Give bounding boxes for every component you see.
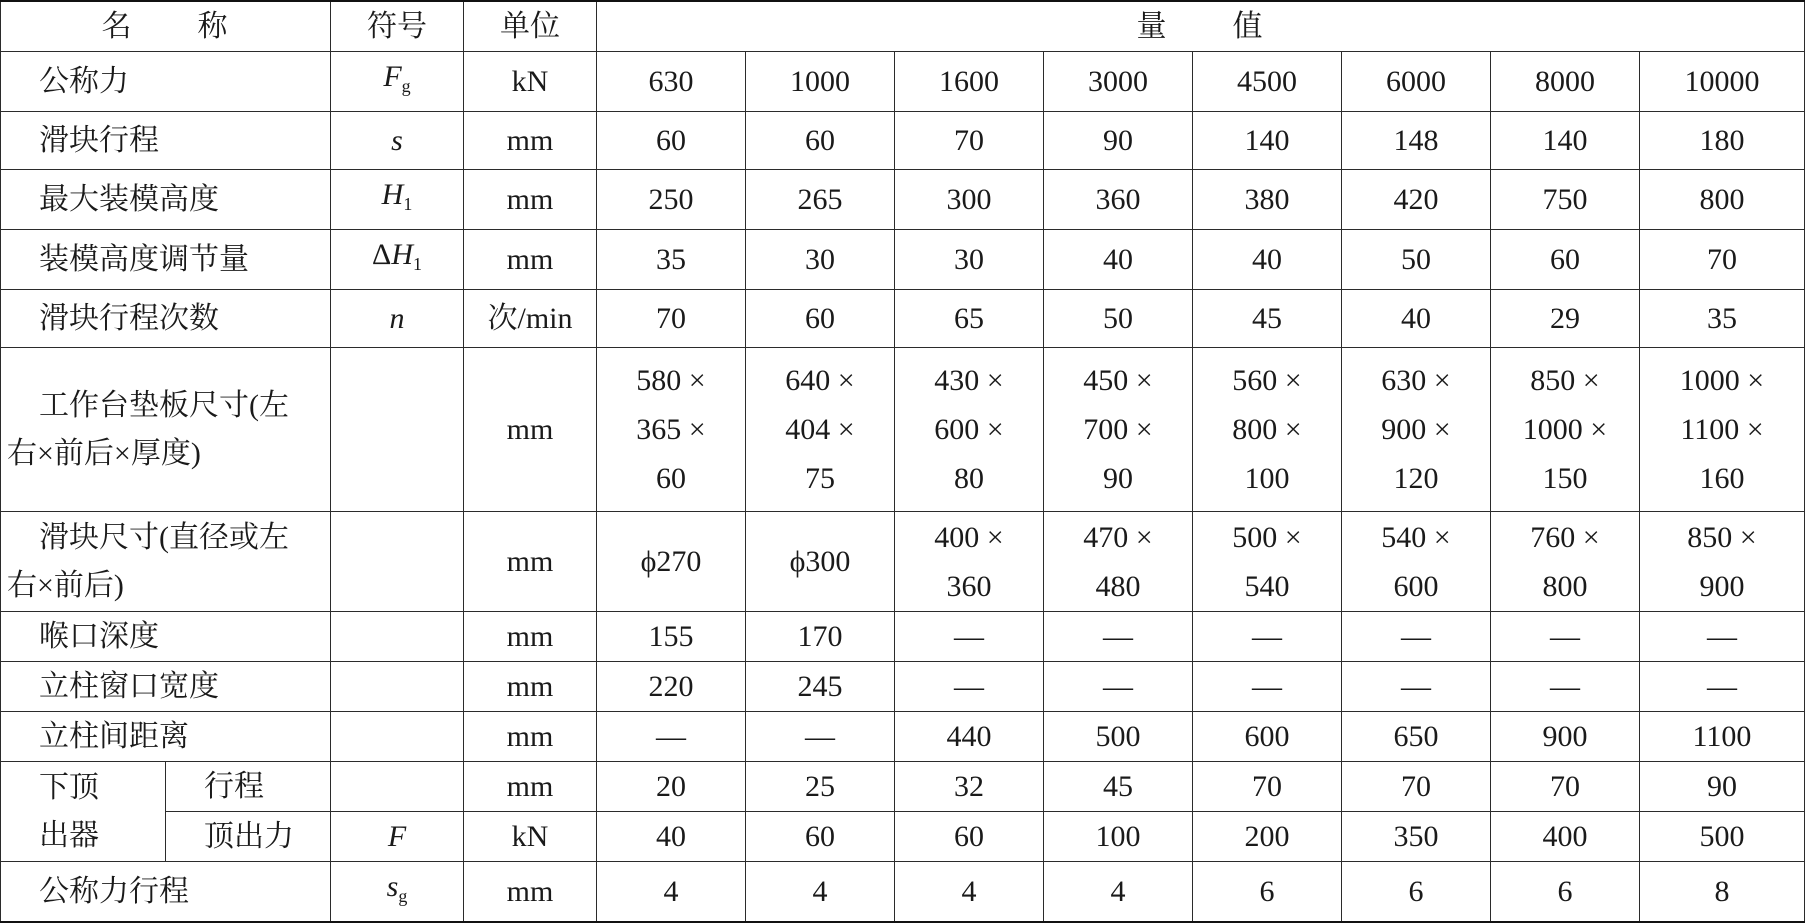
row-name: 喉口深度: [1, 612, 331, 662]
row-name: 立柱间距离: [1, 712, 331, 762]
value-cell: 450 × 700 × 90: [1044, 348, 1193, 512]
value-cell: 35: [1640, 290, 1805, 348]
value-cell: 70: [1491, 762, 1640, 812]
value-cell: 40: [1342, 290, 1491, 348]
row-name: 公称力: [1, 52, 331, 112]
value-cell: 10000: [1640, 52, 1805, 112]
value-cell: 500 × 540: [1193, 512, 1342, 612]
value-cell: 60: [1491, 230, 1640, 290]
value-cell: 40: [1044, 230, 1193, 290]
value-cell: —: [1193, 612, 1342, 662]
value-cell: 440: [895, 712, 1044, 762]
row-symbol: [331, 712, 464, 762]
value-cell: 650: [1342, 712, 1491, 762]
table-row-slider-size: [1, 512, 1805, 612]
value-cell: 4500: [1193, 52, 1342, 112]
value-cell: 6: [1491, 862, 1640, 923]
value-cell: 35: [597, 230, 746, 290]
value-cell: 220: [597, 662, 746, 712]
value-cell: 560 × 800 × 100: [1193, 348, 1342, 512]
value-cell: 4: [597, 862, 746, 923]
row-unit: mm: [464, 862, 597, 923]
row-symbol: $s_g$: [331, 862, 464, 923]
value-cell: 50: [1044, 290, 1193, 348]
value-cell: 90: [1640, 762, 1805, 812]
value-cell: 60: [746, 290, 895, 348]
table-row: [1, 230, 1805, 290]
value-cell: 170: [746, 612, 895, 662]
value-cell: 100: [1044, 812, 1193, 862]
value-cell: 8000: [1491, 52, 1640, 112]
row-unit: mm: [464, 230, 597, 290]
value-cell: 60: [746, 112, 895, 170]
value-cell: —: [1640, 662, 1805, 712]
value-cell: 60: [597, 112, 746, 170]
value-cell: —: [895, 662, 1044, 712]
value-cell: —: [1044, 662, 1193, 712]
row-name: 滑块尺寸(直径或左 右×前后): [1, 512, 331, 612]
value-cell: 4: [1044, 862, 1193, 923]
value-cell: 180: [1640, 112, 1805, 170]
row-unit: mm: [464, 712, 597, 762]
table-row: [1, 112, 1805, 170]
table-row-ejector-force: [1, 812, 1805, 862]
value-cell: 155: [597, 612, 746, 662]
value-cell: —: [1491, 612, 1640, 662]
value-cell: 360: [1044, 170, 1193, 230]
header-value: 量 值: [597, 1, 1805, 52]
value-cell: 430 × 600 × 80: [895, 348, 1044, 512]
value-cell: 200: [1193, 812, 1342, 862]
value-cell: 500: [1640, 812, 1805, 862]
value-cell: 400 × 360: [895, 512, 1044, 612]
value-cell: 420: [1342, 170, 1491, 230]
value-cell: 40: [1193, 230, 1342, 290]
value-cell: 4: [895, 862, 1044, 923]
table-row: [1, 662, 1805, 712]
row-unit: kN: [464, 812, 597, 862]
row-name: 滑块行程次数: [1, 290, 331, 348]
value-cell: 630: [597, 52, 746, 112]
header-name: 名 称: [1, 1, 331, 52]
row-symbol: F: [331, 812, 464, 862]
row-symbol: $\Delta H_1$: [331, 230, 464, 290]
row-symbol: $H_1$: [331, 170, 464, 230]
value-cell: 250: [597, 170, 746, 230]
value-cell: 30: [746, 230, 895, 290]
table-row: [1, 52, 1805, 112]
row-unit: 次/min: [464, 290, 597, 348]
value-cell: 148: [1342, 112, 1491, 170]
value-cell: 540 × 600: [1342, 512, 1491, 612]
value-cell: ϕ300: [746, 512, 895, 612]
value-cell: 70: [1342, 762, 1491, 812]
row-name: 装模高度调节量: [1, 230, 331, 290]
row-name: 立柱窗口宽度: [1, 662, 331, 712]
value-cell: 1100: [1640, 712, 1805, 762]
row-unit: mm: [464, 112, 597, 170]
row-name: 公称力行程: [1, 862, 331, 923]
value-cell: 3000: [1044, 52, 1193, 112]
value-cell: 50: [1342, 230, 1491, 290]
value-cell: —: [895, 612, 1044, 662]
value-cell: 1000: [746, 52, 895, 112]
row-symbol: [331, 348, 464, 512]
value-cell: 380: [1193, 170, 1342, 230]
value-cell: —: [1491, 662, 1640, 712]
value-cell: —: [1342, 662, 1491, 712]
value-cell: 8: [1640, 862, 1805, 923]
row-name: 行程: [166, 762, 331, 812]
row-name: 顶出力: [166, 812, 331, 862]
table-row-ejector-stroke: [1, 762, 1805, 812]
row-name: 最大装模高度: [1, 170, 331, 230]
value-cell: 750: [1491, 170, 1640, 230]
value-cell: 850 × 900: [1640, 512, 1805, 612]
value-cell: 45: [1193, 290, 1342, 348]
value-cell: 600: [1193, 712, 1342, 762]
value-cell: 800: [1640, 170, 1805, 230]
value-cell: ϕ270: [597, 512, 746, 612]
row-symbol: s: [331, 112, 464, 170]
table-row: [1, 290, 1805, 348]
value-cell: —: [597, 712, 746, 762]
value-cell: 580 × 365 × 60: [597, 348, 746, 512]
value-cell: 40: [597, 812, 746, 862]
value-cell: 850 × 1000 × 150: [1491, 348, 1640, 512]
row-unit: mm: [464, 612, 597, 662]
row-unit: kN: [464, 52, 597, 112]
value-cell: 25: [746, 762, 895, 812]
value-cell: 30: [895, 230, 1044, 290]
value-cell: 140: [1193, 112, 1342, 170]
value-cell: 60: [895, 812, 1044, 862]
header-symbol: 符号: [331, 1, 464, 52]
value-cell: 65: [895, 290, 1044, 348]
row-unit: mm: [464, 762, 597, 812]
value-cell: 70: [597, 290, 746, 348]
value-cell: 640 × 404 × 75: [746, 348, 895, 512]
value-cell: 6: [1193, 862, 1342, 923]
value-cell: 70: [1640, 230, 1805, 290]
table-row: [1, 612, 1805, 662]
row-symbol: $F_g$: [331, 52, 464, 112]
value-cell: 90: [1044, 112, 1193, 170]
row-symbol: n: [331, 290, 464, 348]
value-cell: 1000 × 1100 × 160: [1640, 348, 1805, 512]
value-cell: 900: [1491, 712, 1640, 762]
value-cell: 32: [895, 762, 1044, 812]
value-cell: 45: [1044, 762, 1193, 812]
value-cell: —: [1342, 612, 1491, 662]
value-cell: 4: [746, 862, 895, 923]
row-symbol: [331, 612, 464, 662]
row-unit: mm: [464, 348, 597, 512]
row-symbol: [331, 662, 464, 712]
row-unit: mm: [464, 512, 597, 612]
value-cell: 140: [1491, 112, 1640, 170]
value-cell: 265: [746, 170, 895, 230]
row-unit: mm: [464, 170, 597, 230]
header-row: [1, 1, 1805, 52]
row-name: 工作台垫板尺寸(左 右×前后×厚度): [1, 348, 331, 512]
row-unit: mm: [464, 662, 597, 712]
value-cell: —: [1640, 612, 1805, 662]
table-row: [1, 170, 1805, 230]
value-cell: 245: [746, 662, 895, 712]
value-cell: 300: [895, 170, 1044, 230]
ejector-group-name: 下顶 出器: [1, 762, 166, 862]
value-cell: 6000: [1342, 52, 1491, 112]
value-cell: —: [1193, 662, 1342, 712]
value-cell: 60: [746, 812, 895, 862]
value-cell: 70: [895, 112, 1044, 170]
value-cell: —: [1044, 612, 1193, 662]
table-row: [1, 712, 1805, 762]
value-cell: —: [746, 712, 895, 762]
value-cell: 70: [1193, 762, 1342, 812]
value-cell: 350: [1342, 812, 1491, 862]
table-row-worktable: [1, 348, 1805, 512]
value-cell: 29: [1491, 290, 1640, 348]
value-cell: 760 × 800: [1491, 512, 1640, 612]
row-symbol: [331, 762, 464, 812]
row-symbol: [331, 512, 464, 612]
value-cell: 6: [1342, 862, 1491, 923]
value-cell: 20: [597, 762, 746, 812]
value-cell: 500: [1044, 712, 1193, 762]
value-cell: 1600: [895, 52, 1044, 112]
value-cell: 630 × 900 × 120: [1342, 348, 1491, 512]
row-name: 滑块行程: [1, 112, 331, 170]
table-row: [1, 862, 1805, 923]
value-cell: 400: [1491, 812, 1640, 862]
value-cell: 470 × 480: [1044, 512, 1193, 612]
header-unit: 单位: [464, 1, 597, 52]
